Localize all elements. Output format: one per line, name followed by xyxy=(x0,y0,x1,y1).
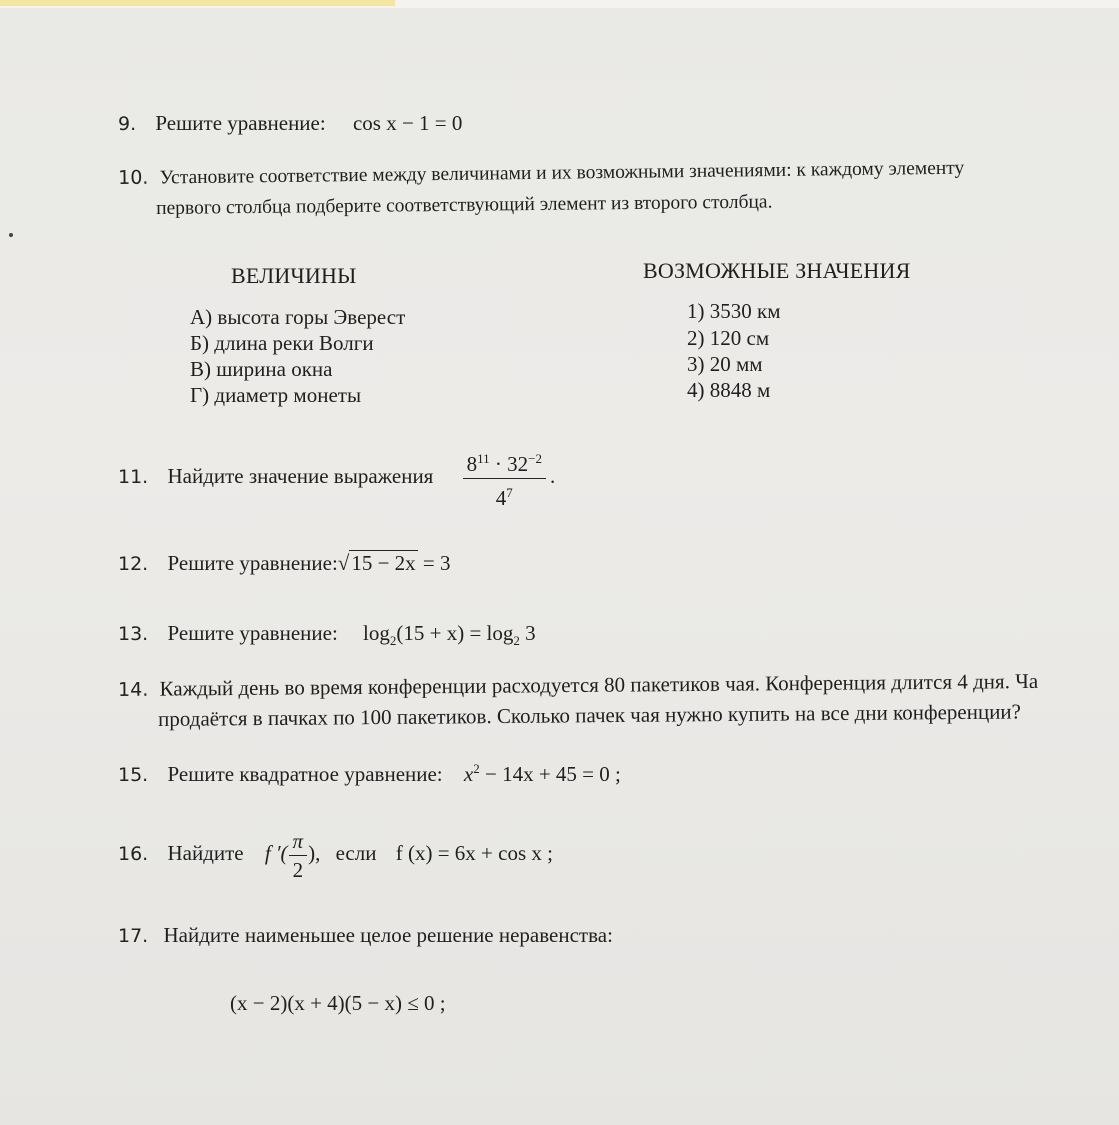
yellow-paper-strip xyxy=(0,0,395,6)
dot-operator: · xyxy=(494,451,502,476)
question-text: Найдите наименьшее целое решение неравенства: xyxy=(163,923,613,947)
left-item: Г) диаметр монеты xyxy=(190,383,362,407)
column-header-quantities: ВЕЛИЧИНЫ xyxy=(231,263,357,288)
exponent: 2 xyxy=(473,761,480,776)
question-text-line-2: продаётся в пачках по 100 пакетиков. Сколько пачек чая нужно купить на все дни конференции? xyxy=(158,699,1022,731)
question-number: 17. xyxy=(118,925,149,947)
question-text-line-1: Установите соответствие между величинами и их возможными значениями: к каждому элементу xyxy=(159,157,965,189)
base-4: 4 xyxy=(495,485,507,510)
question-text: Найдите значение выражения xyxy=(167,464,434,488)
pi: π xyxy=(289,829,308,856)
exponent: 11 xyxy=(477,450,490,466)
word-if: если xyxy=(335,841,377,865)
close-paren: ), xyxy=(308,841,321,865)
question-10 xyxy=(118,154,964,192)
question-number: 16. xyxy=(118,843,149,865)
function-definition: f (x) = 6x + cos x ; xyxy=(395,841,553,865)
base-32: 32 xyxy=(507,451,529,476)
exponent: −2 xyxy=(528,450,542,466)
question-14 xyxy=(118,668,1038,703)
equation-rhs: = 3 xyxy=(422,551,451,575)
question-number: 9. xyxy=(118,113,137,135)
question-text-line-2: первого столбца подберите соответствующий элемент из второго столбца. xyxy=(156,191,773,219)
right-item: 4) 8848 м xyxy=(687,378,771,402)
question-number: 14. xyxy=(118,678,149,701)
log-base: 2 xyxy=(513,633,520,649)
exponent: 7 xyxy=(506,484,513,500)
paper-speck xyxy=(9,233,13,237)
variable: x xyxy=(463,762,474,786)
left-item: В) ширина окна xyxy=(190,357,333,381)
question-9 xyxy=(118,110,462,137)
right-item: 3) 20 мм xyxy=(687,352,763,376)
question-number: 11. xyxy=(118,466,149,488)
fraction-numerator xyxy=(463,447,546,479)
left-item: А) высота горы Эверест xyxy=(190,305,406,329)
column-header-values: ВОЗМОЖНЫЕ ЗНАЧЕНИЯ xyxy=(643,258,911,283)
question-number: 10. xyxy=(118,166,149,189)
question-15 xyxy=(118,756,621,788)
question-11 xyxy=(118,446,556,510)
right-item: 1) 3530 км xyxy=(687,299,781,323)
period: . xyxy=(549,464,556,488)
question-text: Решите квадратное уравнение: xyxy=(167,762,443,786)
log-base: 2 xyxy=(389,633,397,649)
equation: cos x − 1 = 0 xyxy=(352,111,463,135)
equation-rest: − 14x + 45 = 0 ; xyxy=(484,762,621,786)
base-8: 8 xyxy=(466,451,478,476)
fraction-denominator xyxy=(463,479,546,510)
derivative: f ′( xyxy=(264,841,288,865)
question-13 xyxy=(118,620,536,654)
question-text: Решите уравнение: xyxy=(167,551,338,575)
question-text-line-1: Каждый день во время конференции расходуется 80 пакетиков чая. Конференция длится 4 дня. Ча xyxy=(159,668,1039,701)
question-text: Решите уравнение: xyxy=(155,111,326,135)
question-16 xyxy=(118,822,553,884)
question-17 xyxy=(118,922,613,949)
question-number: 12. xyxy=(118,553,149,575)
page-top-edge xyxy=(0,0,1119,8)
equation xyxy=(464,762,621,786)
inequality: (x − 2)(x + 4)(5 − x) ≤ 0 ; xyxy=(230,991,446,1015)
left-item: Б) длина реки Волги xyxy=(190,331,374,355)
question-12 xyxy=(118,550,451,577)
equation: √15 − 2x = 3 xyxy=(337,551,451,575)
two: 2 xyxy=(292,857,304,882)
question-text: Решите уравнение: xyxy=(167,621,338,645)
fraction xyxy=(463,447,546,510)
right-item: 2) 120 см xyxy=(687,326,770,350)
pi-over-two xyxy=(289,829,308,882)
equation-end: 3 xyxy=(525,621,536,645)
question-number: 13. xyxy=(118,623,149,645)
radicand: 15 − 2x xyxy=(351,551,416,575)
equation xyxy=(363,621,536,649)
question-text: Найдите xyxy=(167,841,244,865)
log: log xyxy=(363,621,390,645)
equation-middle: (15 + x) = log xyxy=(396,621,514,645)
question-number: 15. xyxy=(118,764,149,786)
